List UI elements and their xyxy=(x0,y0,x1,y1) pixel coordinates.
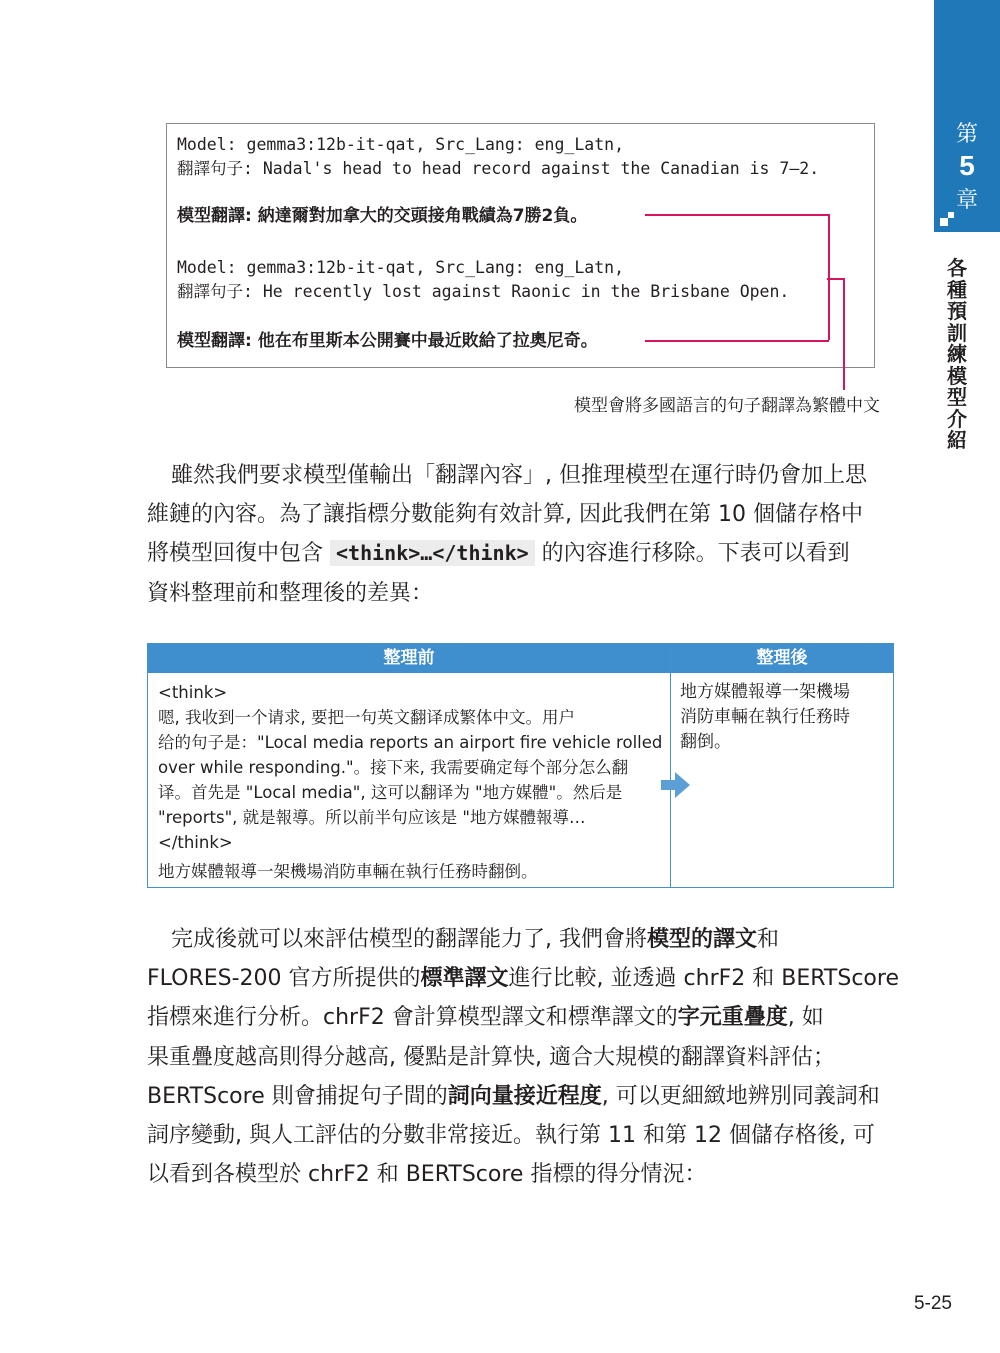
text-run: 完成後就可以來評估模型的翻譯能力了, 我們會將 xyxy=(171,927,647,952)
cell-line: 地方媒體報導一架機場 xyxy=(680,682,850,702)
chapter-label-bottom: 章 xyxy=(955,188,978,213)
cell-line: 地方媒體報導一架機場消防車輛在執行任務時翻倒。 xyxy=(158,862,538,881)
inline-code: <think>…</think> xyxy=(330,540,535,566)
text-run: FLORES-200 官方所提供的 xyxy=(147,966,421,992)
text-run: 和 xyxy=(757,927,780,952)
code-line: 模型翻譯: 他在布里斯本公開賽中最近敗給了拉奧尼奇。 xyxy=(177,331,598,351)
paragraph-line xyxy=(147,998,894,1037)
text-run: BERTScore 則會捕捉句子間的 xyxy=(147,1083,448,1109)
paragraph-line: 資料整理前和整理後的差異： xyxy=(147,580,434,606)
paragraph-line: 詞序變動, 與人工評估的分數非常接近。執行第 11 和第 12 個儲存格後, 可 xyxy=(147,1123,875,1149)
paragraph-line: 雖然我們要求模型僅輸出「翻譯內容」, 但推理模型在運行時仍會加上思 xyxy=(171,463,867,488)
table-cell-after xyxy=(680,680,886,755)
bold-term: 字元重疊度 xyxy=(677,1005,788,1031)
arrow-right-icon xyxy=(661,770,691,800)
cell-line: 译。首先是 "Local media", 这可以翻译为 "地方媒體"。然后是 xyxy=(158,783,623,802)
bold-term: 詞向量接近程度 xyxy=(447,1083,602,1109)
code-line: 模型翻譯: 納達爾對加拿大的交頭接角戰績為7勝2負。 xyxy=(177,206,588,226)
text-run: , 如 xyxy=(787,1005,824,1031)
paragraph-line xyxy=(147,1077,894,1116)
callout-line xyxy=(843,278,845,390)
callout-line xyxy=(827,278,844,280)
chapter-title: 各種預訓練模型介紹 xyxy=(947,256,967,452)
callout-line xyxy=(828,214,830,340)
paragraph-line: 果重疊度越高則得分越高, 優點是計算快, 適合大規模的翻譯資料評估； xyxy=(147,1044,835,1070)
page-number: 5-25 xyxy=(913,1293,952,1314)
callout-line xyxy=(645,340,829,342)
cell-line: 嗯, 我收到一个请求, 要把一句英文翻译成繁体中文。用户 xyxy=(158,708,575,727)
callout-line xyxy=(645,214,829,216)
paragraph-line: 維鏈的內容。為了讓指標分數能夠有效計算, 因此我們在第 10 個儲存格中 xyxy=(147,502,863,528)
text-run: 進行比較, 並透過 chrF2 和 BERTScore xyxy=(508,966,899,992)
chapter-number: 5 xyxy=(959,150,975,181)
paragraph xyxy=(147,920,899,1194)
code-line: Model: gemma3:12b-it-qat, Src_Lang: eng_Latn, xyxy=(177,135,625,154)
table-cell-before xyxy=(158,680,664,884)
cell-line: 给的句子是："Local media reports an airport fire vehicle rolled xyxy=(158,733,663,752)
paragraph-line xyxy=(147,534,894,573)
cell-line: 消防車輛在執行任務時 xyxy=(680,707,850,727)
tab-notch xyxy=(940,218,948,226)
tab-notch xyxy=(948,212,954,218)
chapter-tab xyxy=(934,0,1000,232)
code-line: Model: gemma3:12b-it-qat, Src_Lang: eng_Latn, xyxy=(177,258,625,277)
table-header-after: 整理後 xyxy=(671,644,893,673)
paragraph-line: 以看到各模型於 chrF2 和 BERTScore 指標的得分情況： xyxy=(147,1162,707,1188)
code-line: 翻譯句子: He recently lost against Raonic in the Brisbane Open. xyxy=(177,282,790,301)
text-run: 將模型回復中包含 xyxy=(147,541,330,567)
text-run: , 可以更細緻地辨別同義詞和 xyxy=(601,1083,880,1109)
cell-line: "reports", 就是報導。所以前半句应该是 "地方媒體報導… xyxy=(158,808,586,827)
code-output-box xyxy=(166,123,875,368)
bold-term: 標準譯文 xyxy=(420,966,509,992)
cell-line: over while responding."。接下来, 我需要确定每个部分怎么翻 xyxy=(158,758,629,777)
text-run: 指標來進行分析。chrF2 會計算模型譯文和標準譯文的 xyxy=(147,1005,678,1031)
cell-line: </think> xyxy=(158,833,233,852)
paragraph-line xyxy=(147,920,894,959)
text-run: 的內容進行移除。下表可以看到 xyxy=(534,541,850,567)
table-header-before: 整理前 xyxy=(148,644,670,673)
callout-caption: 模型會將多國語言的句子翻譯為繁體中文 xyxy=(574,396,880,416)
bold-term: 模型的譯文 xyxy=(647,927,758,952)
code-line: 翻譯句子: Nadal's head to head record against the Canadian is 7–2. xyxy=(177,159,820,178)
comparison-table xyxy=(147,643,894,888)
paragraph-line xyxy=(147,959,899,998)
cell-line: <think> xyxy=(158,683,228,702)
table-divider xyxy=(670,644,671,887)
cell-line: 翻倒。 xyxy=(680,732,731,752)
paragraph xyxy=(147,456,894,613)
chapter-label-top: 第 xyxy=(955,122,978,147)
